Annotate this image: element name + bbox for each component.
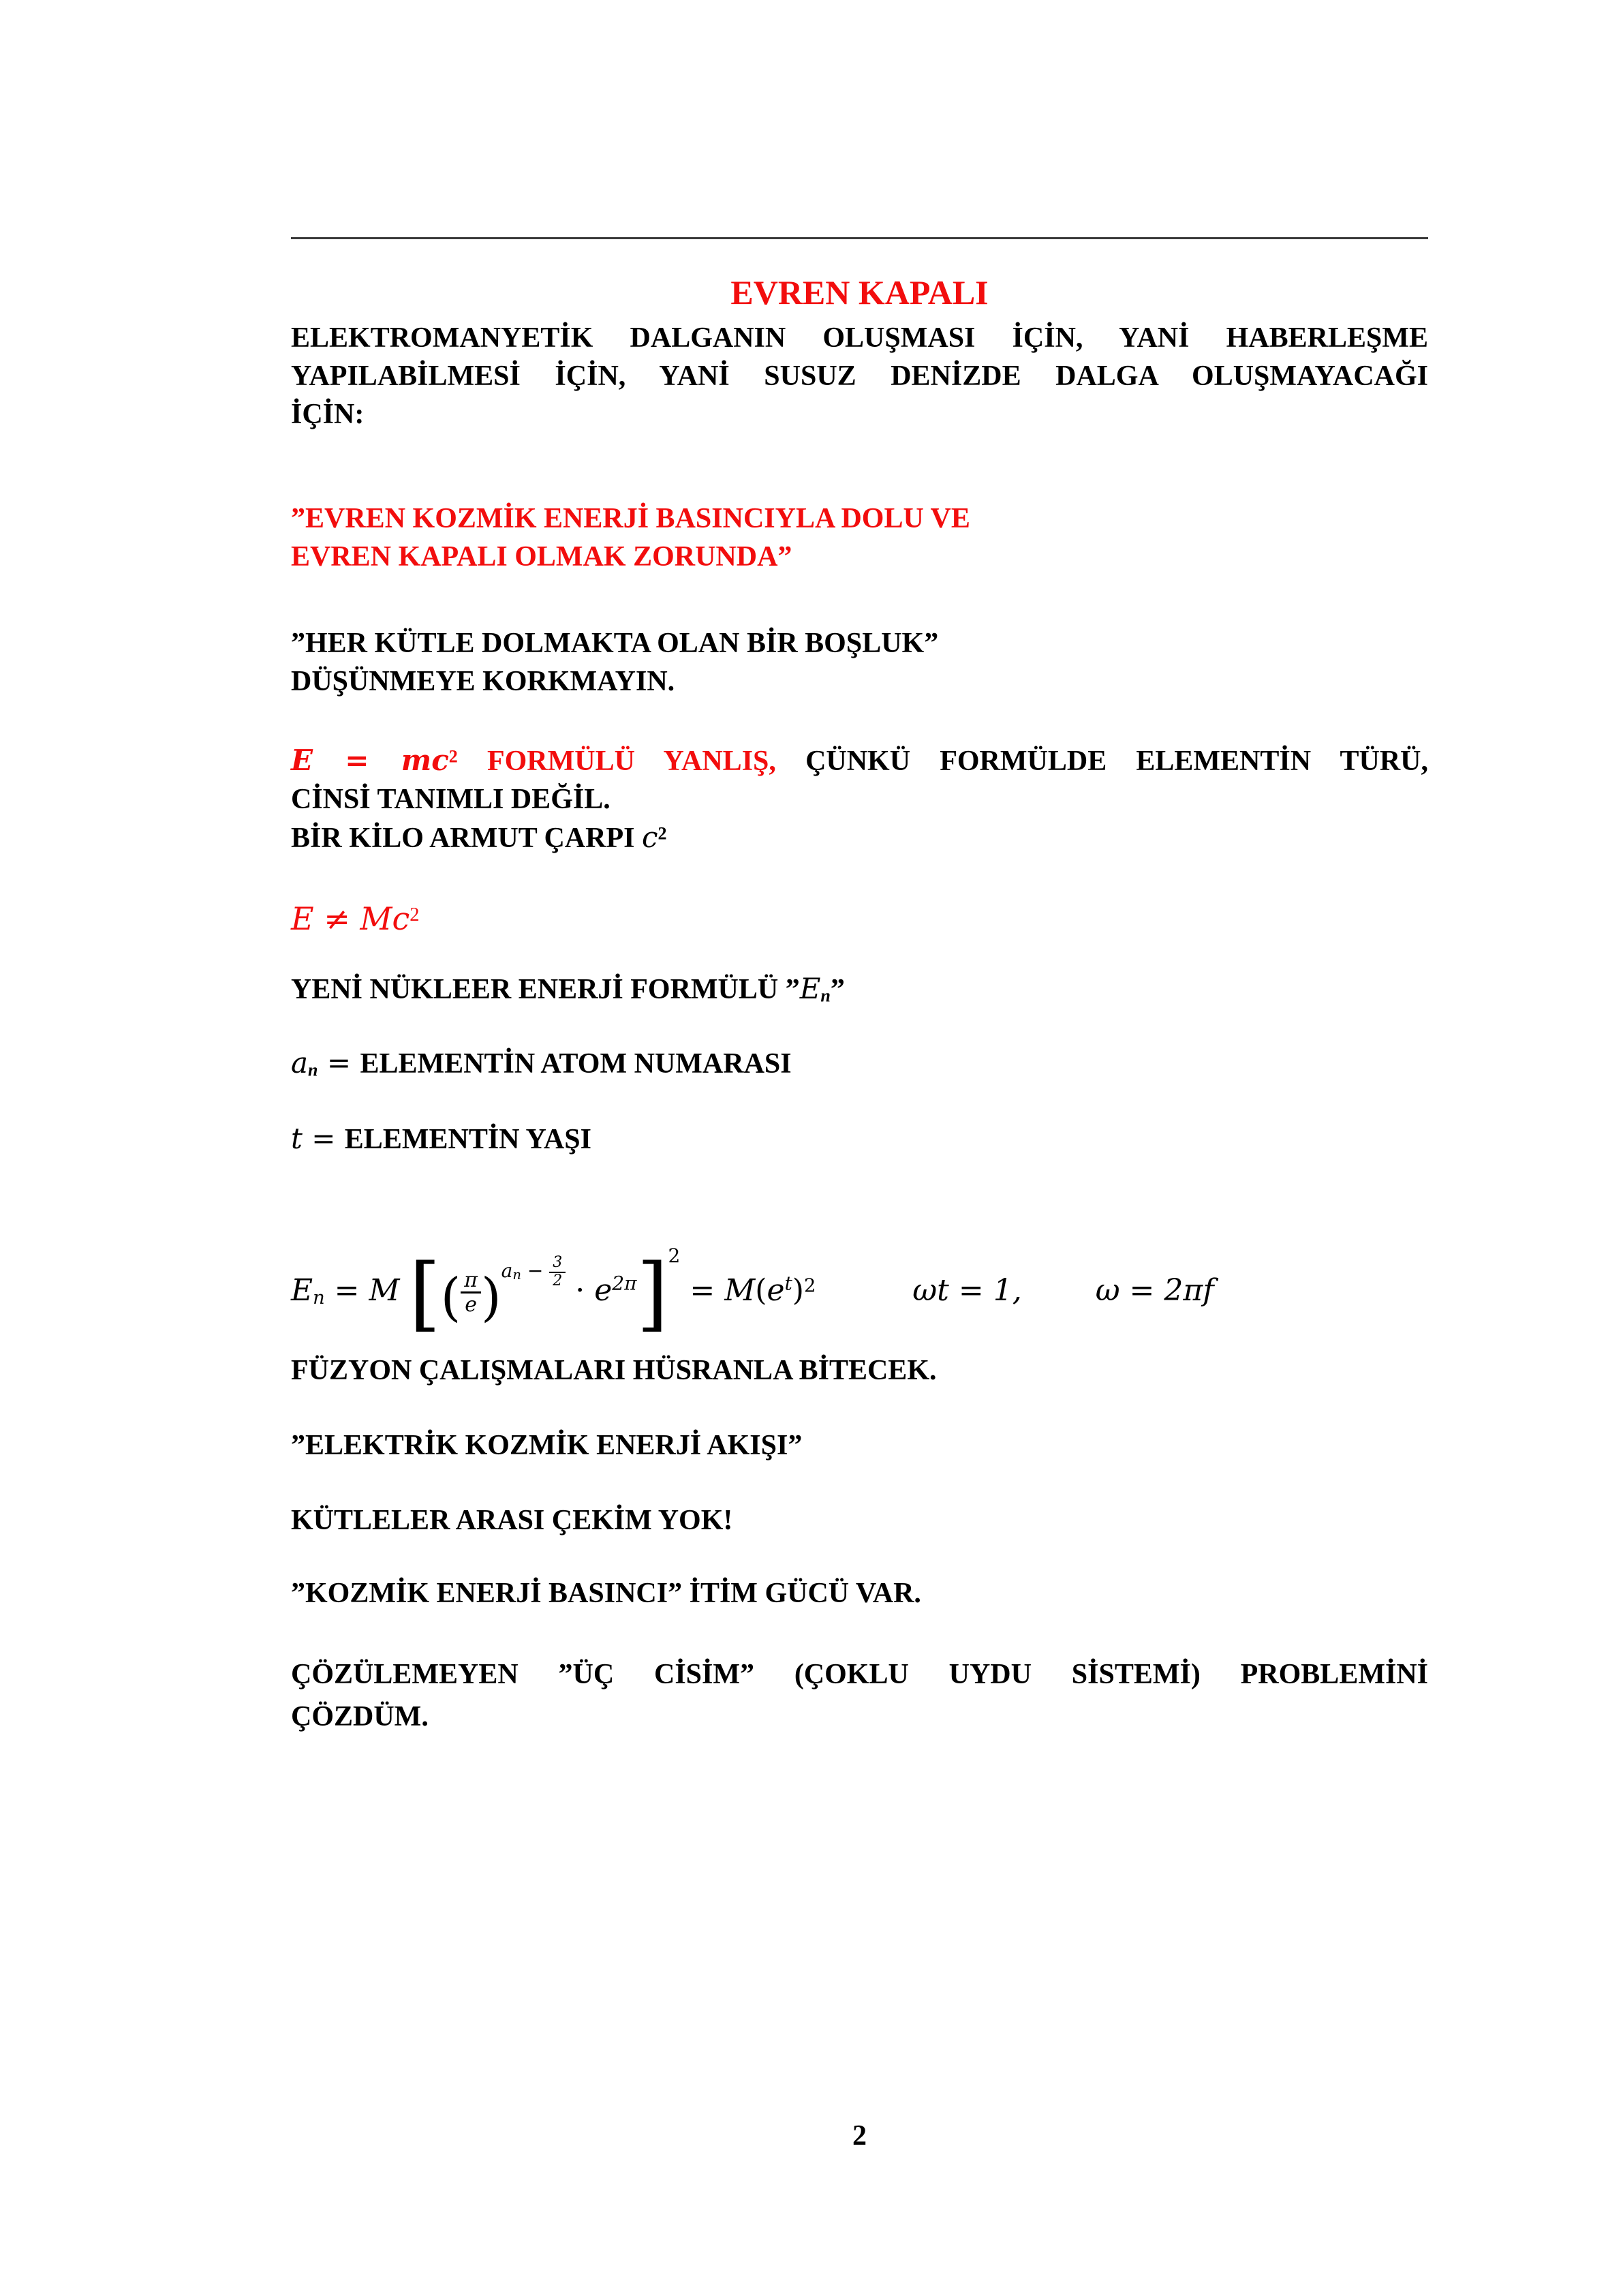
right-paren-2: ) — [792, 1273, 804, 1308]
math-a: a — [291, 1046, 309, 1080]
atom-text: ELEMENTİN ATOM NUMARASI — [360, 1048, 792, 1080]
three-halves-fraction — [549, 1255, 566, 1289]
math-En: E — [799, 972, 821, 1005]
math-t: t — [291, 1122, 303, 1155]
intro-line-1: ELEKTROMANYETİK DALGANIN OLUŞMASI İÇİN, YANİ HABERLEŞME — [291, 322, 1428, 354]
pi-over-e-fraction — [461, 1269, 481, 1316]
text-column — [291, 0, 1428, 2296]
fraction-denominator: e — [461, 1291, 481, 1316]
right-paren: ) — [481, 1266, 501, 1328]
emc2-black-text: ÇÜNKÜ FORMÜLDE ELEMENTİN TÜRÜ, — [805, 746, 1428, 777]
top-rule — [291, 237, 1428, 239]
formula-final-squared: 2 — [803, 1275, 816, 1297]
intro-line-3: İÇİN: — [291, 399, 365, 430]
exponent-group — [501, 1220, 566, 1322]
fuzyon-line: FÜZYON ÇALIŞMALARI HÜSRANLA BİTECEK. — [291, 1355, 937, 1386]
elektrik-line: ”ELEKTRİK KOZMİK ENERJİ AKIŞI” — [291, 1430, 803, 1461]
page-number: 2 — [852, 2120, 867, 2152]
formula-e: e — [594, 1273, 613, 1308]
emc2-red-text: FORMÜLÜ YANLIŞ, — [457, 746, 806, 777]
math-En-sub: n — [820, 985, 831, 1006]
right-bracket: ] — [636, 1246, 668, 1341]
fraction-numerator: π — [464, 1268, 478, 1292]
age-equals: = — [302, 1122, 345, 1155]
formula-E-sub: n — [313, 1287, 325, 1308]
formula-M: M — [369, 1273, 400, 1308]
mini-fraction-denominator: 2 — [549, 1272, 566, 1289]
bosluk-paragraph — [291, 624, 1428, 701]
not-equal-sign: ≠ — [313, 900, 360, 937]
math-Mc: Mc — [360, 900, 410, 937]
omega-t-condition: ωt = 1, — [912, 1273, 1022, 1308]
atom-equals: = — [318, 1046, 360, 1080]
equals-sign: = — [313, 744, 401, 777]
math-E2: E — [291, 900, 314, 937]
formula-eq2: = — [680, 1273, 725, 1308]
bosluk-line-1: ”HER KÜTLE DOLMAKTA OLAN BİR BOŞLUK” — [291, 628, 939, 659]
intro-paragraph — [291, 319, 1428, 433]
age-line — [291, 1120, 1428, 1159]
atom-number-line — [291, 1044, 1428, 1083]
formula-eq1: = — [324, 1273, 369, 1308]
formula-M2: M — [724, 1273, 756, 1308]
math-E: E — [291, 744, 313, 777]
red-quote-line-2: EVREN KAPALI OLMAK ZORUNDA” — [291, 541, 792, 572]
math-c-squared: 2 — [658, 823, 667, 844]
exp-a-sub: n — [512, 1266, 521, 1283]
yeni-text: YENİ NÜKLEER ENERJİ FORMÜLÜ — [291, 974, 786, 1005]
emc2-line-3 — [291, 818, 1428, 857]
math-c: c — [641, 821, 658, 854]
formula-e-exponent: 2π — [612, 1272, 637, 1295]
emc2-paragraph — [291, 741, 1428, 857]
cozum-line-1: ÇÖZÜLEMEYEN ”ÜÇ CİSİM” (ÇOKLU UYDU SİSTEMİ) PROBLEMİNİ — [291, 1659, 1428, 1690]
emc2-line-2: CİNSİ TANIMLI DEĞİL. — [291, 784, 610, 815]
math-squared: 2 — [448, 746, 458, 767]
left-paren: ( — [440, 1266, 461, 1328]
red-quote-line-1: ”EVREN KOZMİK ENERJİ BASINCIYLA DOLU VE — [291, 503, 970, 534]
cozum-paragraph — [291, 1653, 1428, 1738]
left-bracket: [ — [409, 1246, 441, 1341]
math-Mc-squared: 2 — [409, 904, 420, 926]
exp-minus: − — [521, 1259, 550, 1282]
formula-e2-exponent: t — [784, 1272, 792, 1295]
page-title: EVREN KAPALI — [730, 273, 989, 311]
kozmik-line: ”KOZMİK ENERJİ BASINCI” İTİM GÜCÜ VAR. — [291, 1578, 921, 1609]
math-mc: mc — [401, 744, 449, 777]
bosluk-line-2: DÜŞÜNMEYE KORKMAYIN. — [291, 666, 675, 697]
formula-E: E — [291, 1273, 313, 1308]
mini-fraction-numerator: 3 — [553, 1254, 563, 1272]
omega-definition: ω = 2πf — [1095, 1273, 1214, 1308]
intro-line-2: YAPILABİLMESİ İÇİN, YANİ SUSUZ DENİZDE DALGA OLUŞMAYACAĞI — [291, 361, 1428, 392]
bracket-exponent: 2 — [668, 1244, 681, 1267]
math-a-sub: n — [308, 1060, 318, 1080]
yeni-formula-line — [291, 970, 1428, 1009]
left-paren-2: ( — [755, 1273, 767, 1308]
e-not-equal-formula — [291, 900, 1428, 938]
kutleler-line: KÜTLELER ARASI ÇEKİM YOK! — [291, 1505, 733, 1536]
emc2-line3-text: BİR KİLO ARMUT ÇARPI — [291, 823, 642, 854]
nuclear-energy-formula — [291, 1205, 1428, 1342]
formula-e2: e — [767, 1273, 785, 1308]
emc2-line-1 — [291, 741, 1428, 780]
cozum-line-2: ÇÖZDÜM. — [291, 1701, 429, 1732]
red-quote-paragraph — [291, 500, 1428, 576]
age-text: ELEMENTİN YAŞI — [344, 1124, 591, 1155]
open-quote: ” — [785, 974, 800, 1005]
close-quote: ” — [830, 974, 845, 1005]
cdot-operator: · — [566, 1273, 595, 1308]
exp-a: a — [501, 1259, 513, 1282]
